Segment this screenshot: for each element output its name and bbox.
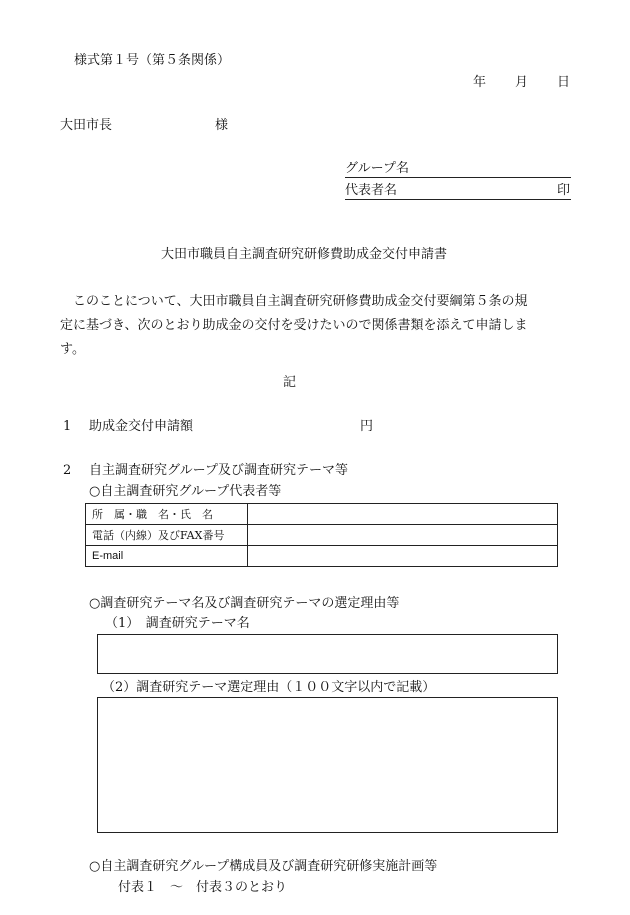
item1-label: 助成金交付申請額 — [89, 419, 194, 434]
members-note: 付表１ ～ 付表３のとおり — [118, 880, 288, 895]
item2-label: 自主調査研究グループ及び調査研究テーマ等 — [89, 463, 348, 478]
item1-unit: 円 — [360, 419, 374, 434]
phone-fax-input-cell[interactable] — [248, 525, 558, 546]
rep-heading: ○自主調査研究グループ代表者等 — [89, 484, 282, 499]
representative-name-label: 代表者名 — [345, 183, 398, 198]
date-month-label: 月 — [515, 75, 529, 90]
representative-name-field[interactable] — [345, 184, 571, 200]
table-label-cell: 電話（内線）及びFAX番号 — [86, 525, 248, 546]
theme-name-box[interactable] — [97, 634, 558, 674]
theme-name-label: （1） 調査研究テーマ名 — [105, 616, 250, 631]
date-year-label: 年 — [473, 75, 487, 90]
item1-number: 1 — [63, 419, 72, 434]
email-input-cell[interactable] — [248, 546, 558, 567]
theme-reason-label: （2）調査研究テーマ選定理由（１００文字以内で記載） — [102, 680, 436, 695]
table-row — [86, 504, 558, 525]
grant-amount-field[interactable] — [230, 416, 355, 434]
affiliation-input-cell[interactable] — [248, 504, 558, 525]
theme-reason-box[interactable] — [97, 697, 558, 833]
body-line-2: 定に基づき、次のとおり助成金の交付を受けたいので関係書類を添えて申請しま — [60, 318, 528, 333]
body-line-3: す。 — [60, 342, 85, 357]
ki-heading: 記 — [283, 375, 297, 390]
table-label-cell: E-mail — [86, 546, 248, 567]
addressee-name: 大田市長 — [60, 118, 113, 133]
theme-heading: ○調査研究テーマ名及び調査研究テーマの選定理由等 — [89, 596, 400, 611]
table-row — [86, 525, 558, 546]
table-row — [86, 546, 558, 567]
members-heading: ○自主調査研究グループ構成員及び調査研究研修実施計画等 — [89, 859, 438, 874]
group-name-label: グループ名 — [345, 161, 409, 176]
body-line-1: このことについて、大田市職員自主調査研究研修費助成金交付要綱第５条の規 — [73, 294, 528, 309]
group-name-field[interactable] — [345, 162, 571, 178]
date-day-label: 日 — [557, 75, 571, 90]
seal-mark: 印 — [556, 183, 570, 198]
document-title: 大田市職員自主調査研究研修費助成金交付申請書 — [161, 247, 448, 262]
representative-table — [85, 503, 558, 567]
table-label-cell: 所 属・職 名・氏 名 — [86, 504, 248, 525]
body-paragraph — [60, 290, 575, 362]
addressee-honorific: 様 — [215, 118, 229, 133]
form-number: 様式第１号（第５条関係） — [74, 53, 231, 68]
item2-number: 2 — [63, 463, 72, 478]
